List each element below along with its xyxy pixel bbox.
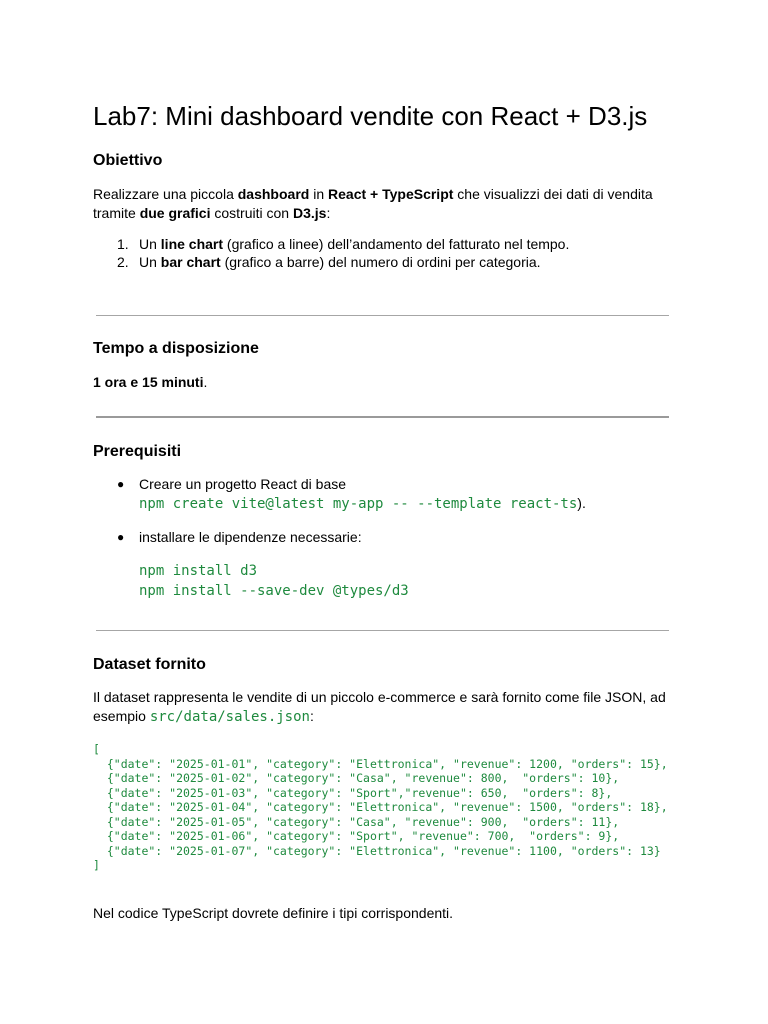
dataset-path: src/data/sales.json (149, 709, 310, 725)
install-d3-command: npm install d3 (139, 563, 258, 579)
list-item-text: Un (139, 254, 161, 270)
intro-text: Realizzare una piccola (93, 186, 238, 202)
dataset-text: esempio (93, 708, 150, 724)
intro-text: costruiti con (210, 205, 293, 221)
json-code-line: {"date": "2025-01-07", "category": "Elettronica", "revenue": 1100, "orders": 13} (93, 843, 661, 858)
intro-bold: due grafici (139, 205, 211, 221)
json-code-line: {"date": "2025-01-06", "category": "Sport", "revenue": 700, "orders": 9}, (93, 829, 620, 843)
dataset-text: : (309, 708, 314, 724)
page-title: Lab7: Mini dashboard vendite con React + D3.js (93, 101, 648, 131)
intro-bold: D3.js (292, 205, 327, 221)
intro-text: in (309, 186, 329, 202)
list-item-bold: line chart (160, 236, 224, 252)
objective-heading: Obiettivo (93, 152, 163, 169)
list-item-text: (grafico a barre) del numero di ordini per categoria. (220, 254, 541, 270)
objective-intro-line-2 (93, 204, 330, 223)
list-item-bold: bar chart (160, 254, 221, 270)
time-value (93, 373, 207, 392)
list-item-number: 1. (117, 236, 129, 252)
objective-intro-line-1 (93, 185, 653, 204)
json-code-line: {"date": "2025-01-03", "category": "Sport","revenue": 650, "orders": 8}, (93, 785, 613, 800)
intro-bold: React + TypeScript (328, 186, 454, 202)
list-item (139, 253, 541, 272)
intro-bold: dashboard (237, 186, 310, 202)
prereq-item-2-text: installare le dipendenze necessarie: (139, 529, 362, 545)
json-code-line: {"date": "2025-01-04", "category": "Elettronica", "revenue": 1500, "orders": 18}, (93, 800, 668, 814)
json-code-line: {"date": "2025-01-05", "category": "Casa", "revenue": 900, "orders": 11}, (93, 814, 620, 829)
list-item-text: (grafico a linee) dell’andamento del fatturato nel tempo. (223, 236, 570, 252)
install-types-command: npm install --save-dev @types/d3 (139, 583, 409, 599)
dataset-heading: Dataset fornito (93, 656, 206, 673)
bullet-icon: ● (117, 530, 125, 544)
json-code-line: [ (93, 742, 100, 756)
time-heading: Tempo a disposizione (93, 340, 259, 357)
json-code-line: {"date": "2025-01-01", "category": "Elettronica", "revenue": 1200, "orders": 15}, (93, 756, 668, 771)
section-divider (96, 416, 669, 418)
intro-text: : (326, 205, 331, 221)
list-item (139, 235, 569, 254)
dataset-footer-text: Nel codice TypeScript dovrete definire i tipi corrispondenti. (93, 905, 454, 921)
command-suffix: ). (577, 495, 586, 511)
section-divider (96, 630, 669, 631)
dataset-description-line-2 (93, 707, 314, 727)
time-value-bold: 1 ora e 15 minuti (93, 374, 204, 390)
prereq-item-1-command (139, 493, 586, 514)
json-code-line: ] (93, 858, 100, 872)
time-value-suffix: . (203, 374, 208, 390)
section-divider (96, 315, 669, 316)
create-vite-command: npm create vite@latest my-app -- --template react-ts (139, 496, 578, 512)
dataset-description-line-1: Il dataset rappresenta le vendite di un piccolo e-commerce e sarà fornito come file JSON, ad (93, 689, 666, 705)
prereq-heading: Prerequisiti (93, 443, 182, 460)
list-item-number: 2. (117, 254, 129, 270)
intro-text: tramite (93, 205, 140, 221)
json-code-line: {"date": "2025-01-02", "category": "Casa", "revenue": 800, "orders": 10}, (93, 771, 620, 785)
list-item-text: Un (139, 236, 161, 252)
bullet-icon: ● (117, 477, 125, 491)
intro-text: che visualizzi dei dati di vendita (453, 186, 653, 202)
prereq-item-1-text: Creare un progetto React di base (139, 476, 347, 492)
